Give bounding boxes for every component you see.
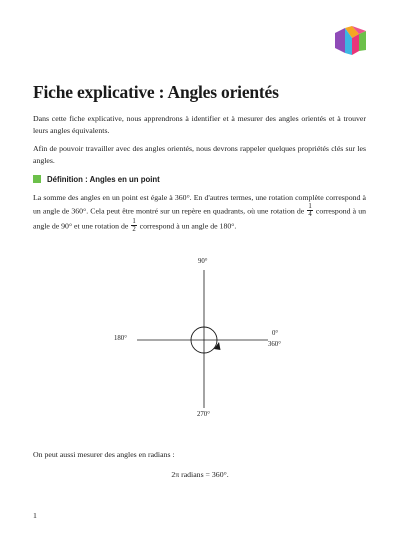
fraction-denominator: 4: [308, 211, 312, 218]
fraction-numerator: 1: [132, 218, 136, 225]
radians-paragraph: On peut aussi mesurer des angles en radians :: [33, 450, 175, 459]
label-90-degrees: 90°: [198, 258, 208, 265]
fraction-denominator: 2: [132, 226, 136, 233]
definition-text-end: correspond à un angle de 180°.: [139, 221, 237, 231]
definition-text-mid: correspond à un angle de 90° et une rotation de: [33, 206, 367, 231]
page-number: 1: [33, 511, 37, 520]
definition-label: Définition : Angles en un point: [47, 174, 160, 184]
label-360-degrees: 360°: [268, 341, 281, 348]
properties-paragraph: Afin de pouvoir travailler avec des angles orientés, nous devrons rappeler quelques propriétés clés sur les angles.: [33, 144, 366, 165]
radians-equation: 2π radians = 360°.: [171, 470, 229, 479]
fraction-numerator: 1: [308, 203, 312, 210]
label-270-degrees: 270°: [197, 411, 210, 418]
definition-text-start: La somme des angles en un point est égale à 360°. En d'autres termes, une rotation complète correspond à un angle de 360°. Cela peut être montré sur un repère en quadrants, où une rotation de: [33, 193, 366, 216]
label-0-degrees: 0°: [272, 330, 279, 337]
intro-paragraph: Dans cette fiche explicative, nous apprendrons à identifier et à mesurer des angles orientés et à trouver leurs angles équivalents.: [33, 114, 366, 135]
label-180-degrees: 180°: [114, 335, 127, 342]
rotation-arrow-icon: [214, 342, 221, 350]
page-title: Fiche explicative : Angles orientés: [33, 82, 279, 102]
